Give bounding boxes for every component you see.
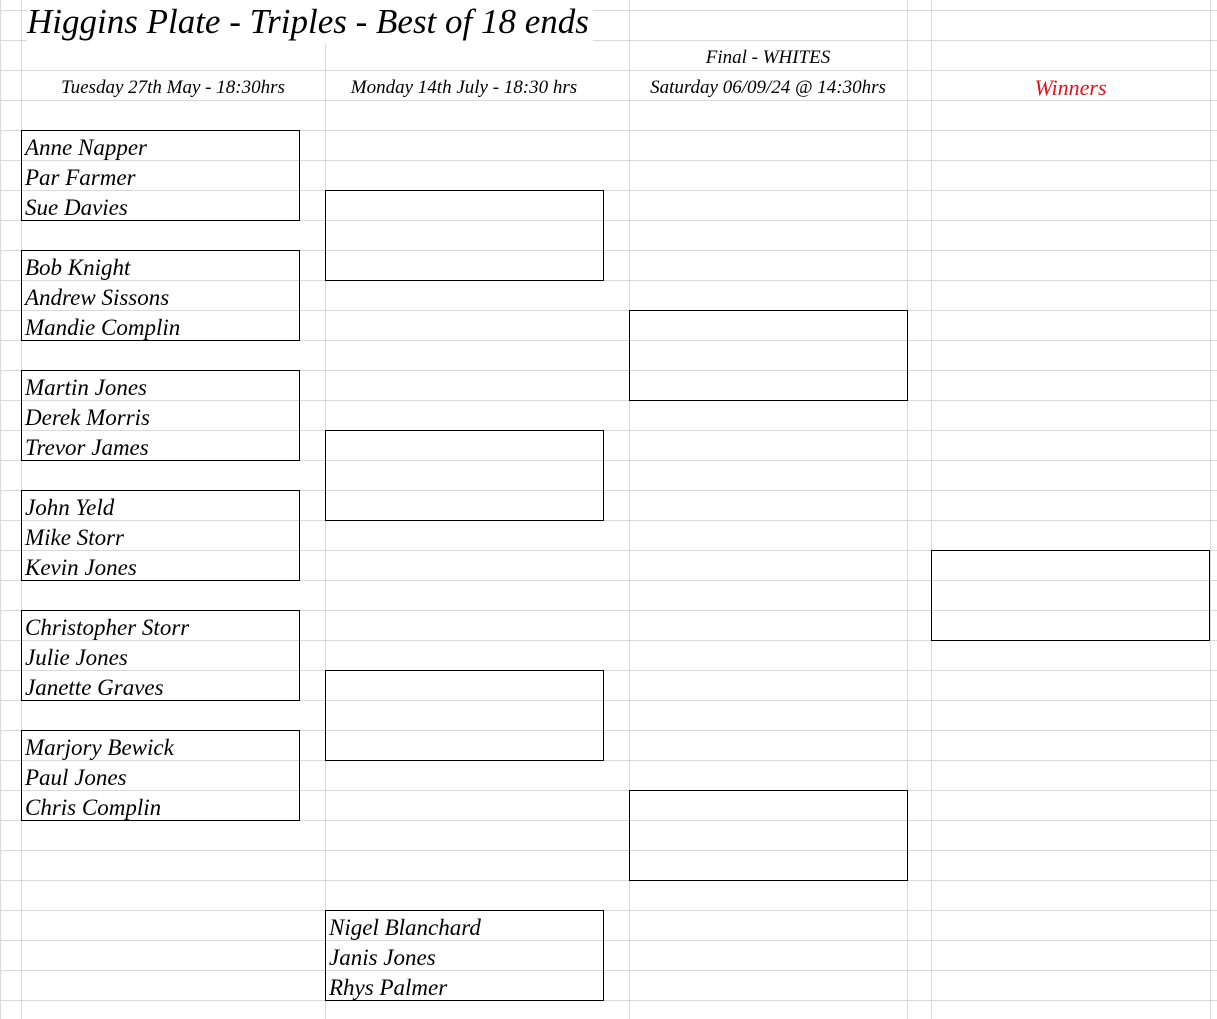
player-name: Nigel Blanchard [326,911,603,941]
round2-result-box[interactable] [325,430,604,521]
round2-date-header: Monday 14th July - 18:30 hrs [350,77,578,98]
grid-column-line [931,0,932,1019]
player-name: Trevor James [25,435,149,460]
player-name: Marjory Bewick [22,731,299,761]
round2-result-box[interactable] [325,190,604,281]
round1-team-box [21,610,300,701]
player-name: Bob Knight [22,251,299,281]
round3-date-header: Saturday 06/09/24 @ 14:30hrs [650,77,886,98]
player-name: Rhys Palmer [329,975,448,1000]
page-title: Higgins Plate - Triples - Best of 18 ends [27,0,593,44]
round1-date-header: Tuesday 27th May - 18:30hrs [61,77,285,98]
player-name: Christopher Storr [22,611,299,641]
player-name: Sue Davies [25,195,128,220]
round1-team-box [21,130,300,221]
player-name: Julie Jones [22,641,299,671]
round1-team-box [21,250,300,341]
grid-column-line [1210,0,1211,1019]
player-name: Mike Storr [22,521,299,551]
winners-header: Winners [1034,75,1107,100]
player-name: John Yeld [22,491,299,521]
round1-team-box [21,490,300,581]
round1-team-box [21,370,300,461]
round1-team-box [21,730,300,821]
player-name: Mandie Complin [25,315,181,340]
player-name: Kevin Jones [25,555,137,580]
player-name: Chris Complin [25,795,162,820]
player-name: Paul Jones [22,761,299,791]
player-name: Janette Graves [25,675,164,700]
player-name: Martin Jones [22,371,299,401]
winners-box[interactable] [931,550,1210,641]
round2-result-box[interactable] [325,670,604,761]
player-name: Derek Morris [22,401,299,431]
final-label: Final - WHITES [705,47,831,68]
final-result-box[interactable] [629,790,908,881]
bye-team-box [325,910,604,1001]
player-name: Anne Napper [22,131,299,161]
final-result-box[interactable] [629,310,908,401]
player-name: Janis Jones [326,941,603,971]
player-name: Andrew Sissons [22,281,299,311]
player-name: Par Farmer [22,161,299,191]
